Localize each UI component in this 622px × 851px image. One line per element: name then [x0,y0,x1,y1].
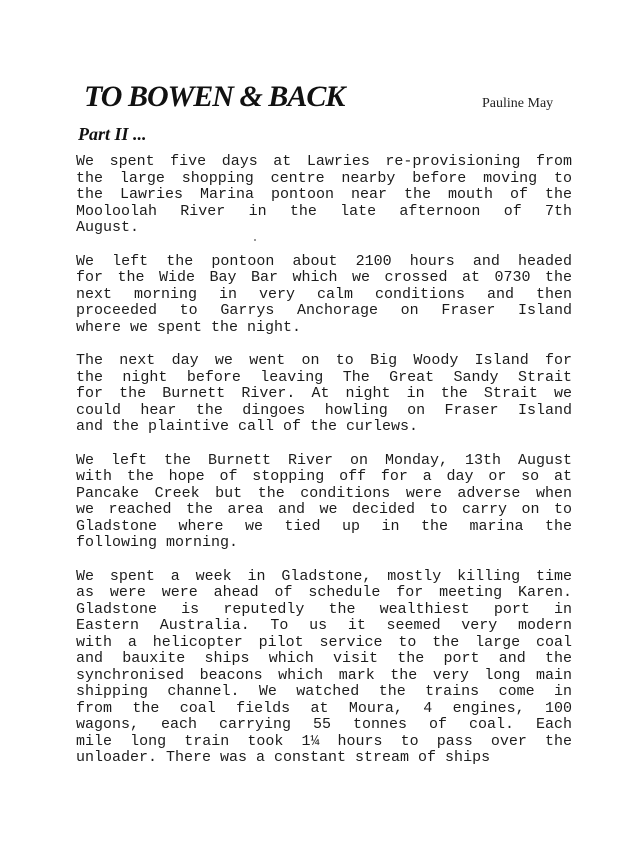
text-line: Gladstone is reputedly the wealthiest port in [76,600,572,618]
paragraph [76,453,572,552]
text-line: and bauxite ships which visit the port and the [76,650,572,667]
text-line: could hear the dingoes howling on Fraser Island [76,401,572,419]
text-line: following morning. [76,534,239,551]
article-title: TO BOWEN & BACK [84,80,345,113]
text-line: we reached the area and we decided to carry on to [76,501,572,518]
text-line: next morning in very calm conditions and then [76,285,572,303]
paragraph [76,569,572,767]
text-line: and the plaintive call of the curlews. [76,418,419,435]
text-line: August. [76,219,140,236]
text-line: We spent a week in Gladstone, mostly killing time [76,567,572,585]
text-line: the large shopping centre nearby before moving to [76,169,572,187]
text-line: shipping channel. We watched the trains come in [76,683,572,700]
text-line: Pancake Creek but the conditions were adverse when [76,484,572,502]
text-line: unloader. There was a constant stream of ships [76,749,491,766]
text-line: synchronised beacons which mark the very long main [76,666,572,684]
text-line: for the Wide Bay Bar which we crossed at 0730 the [76,269,572,286]
text-line: We left the pontoon about 2100 hours and headed [76,252,572,270]
paragraph [76,154,572,237]
text-line: Eastern Australia. To us it seemed very modern [76,617,572,634]
text-line: Gladstone where we tied up in the marina the [76,517,572,535]
text-line: The next day we went on to Big Woody Island for [76,352,572,369]
text-line: We spent five days at Lawries re-provisioning from [76,153,572,170]
text-line: from the coal fields at Moura, 4 engines, 100 [76,699,572,717]
text-line: with a helicopter pilot service to the large coal [76,633,572,651]
text-line: for the Burnett River. At night in the Strait we [76,385,572,402]
text-line: the night before leaving The Great Sandy Strait [76,368,572,386]
text-line: proceeded to Garrys Anchorage on Fraser Island [76,302,572,319]
text-line: as were were ahead of schedule for meeting Karen. [76,584,572,601]
article-body [76,154,572,784]
author-name: Pauline May [482,96,554,111]
part-heading: Part II ... [78,124,147,144]
text-line: wagons, each carrying 55 tonnes of coal. Each [76,716,572,733]
text-line: with the hope of stopping off for a day or so at [76,468,572,485]
text-line: Mooloolah River in the late afternoon of 7th [76,202,572,220]
text-line: mile long train took 1¼ hours to pass over the [76,732,572,750]
text-line: We left the Burnett River on Monday, 13th August [76,451,572,469]
text-line: the Lawries Marina pontoon near the mouth of the [76,186,572,203]
paragraph [76,254,572,337]
text-line: where we spent the night. [76,318,302,336]
paragraph [76,353,572,436]
